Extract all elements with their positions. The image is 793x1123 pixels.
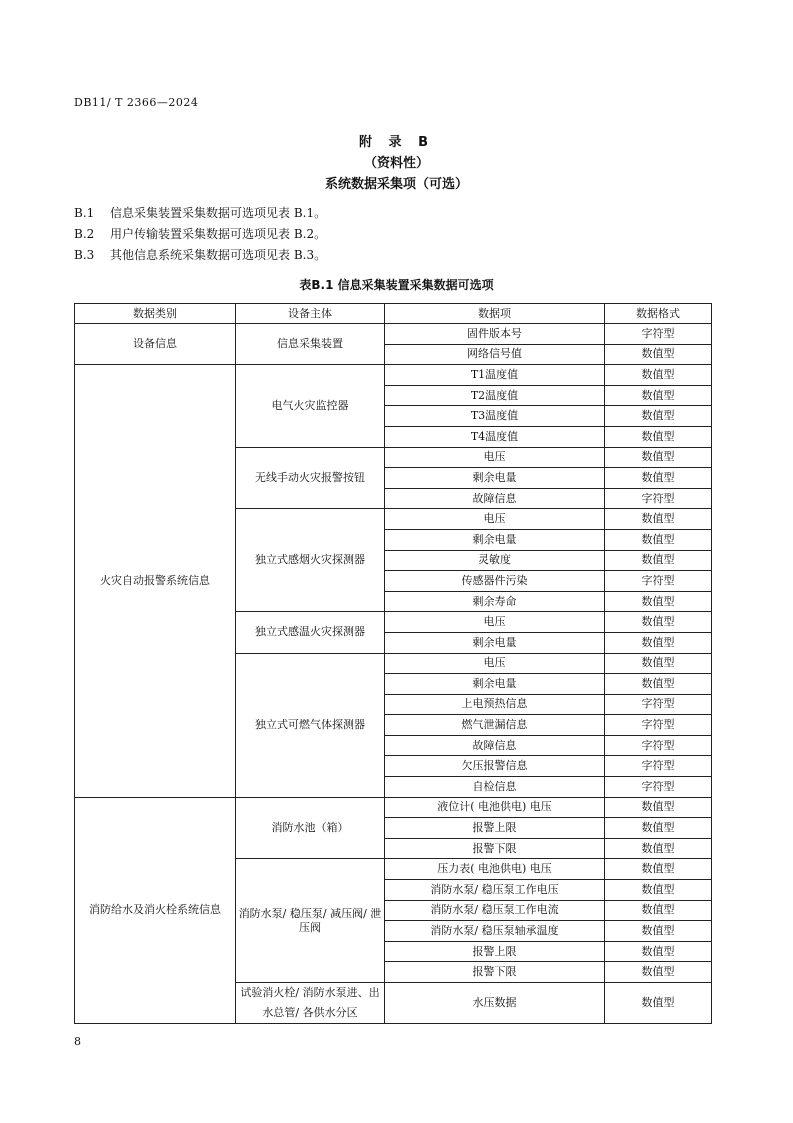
clause-b1 [74,204,326,221]
data-format-cell: 数值型 [605,612,712,633]
data-item-cell: 液位计( 电池供电) 电压 [385,797,605,818]
table-row [75,365,712,386]
data-item-cell: 水压数据 [385,983,605,1024]
data-item-cell: 剩余电量 [385,632,605,653]
page-number: 8 [74,1035,81,1048]
device-cell: 无线手动火灾报警按钮 [236,447,385,509]
data-item-cell: 压力表( 电池供电) 电压 [385,859,605,880]
data-format-cell: 数值型 [605,880,712,901]
data-item-cell: 传感器件污染 [385,571,605,592]
device-cell: 独立式感烟火灾探测器 [236,509,385,612]
data-format-cell: 字符型 [605,324,712,345]
clause-b3 [74,246,326,263]
data-format-cell: 数值型 [605,344,712,365]
data-format-cell: 数值型 [605,591,712,612]
data-item-cell: 消防水泵/ 稳压泵工作电压 [385,880,605,901]
data-item-cell: 欠压报警信息 [385,756,605,777]
data-category-cell: 设备信息 [75,324,236,365]
data-item-cell: 上电预热信息 [385,694,605,715]
data-format-cell: 数值型 [605,941,712,962]
data-item-cell: 灵敏度 [385,550,605,571]
data-item-cell: 燃气泄漏信息 [385,715,605,736]
data-format-cell: 数值型 [605,468,712,489]
data-format-cell: 字符型 [605,694,712,715]
data-format-cell: 数值型 [605,426,712,447]
data-format-cell: 数值型 [605,632,712,653]
data-format-cell: 字符型 [605,735,712,756]
data-format-cell: 字符型 [605,488,712,509]
header-data-item: 数据项 [385,304,605,324]
data-item-cell: 电压 [385,509,605,530]
header-data-category: 数据类别 [75,304,236,324]
clause-text: 用户传输装置采集数据可选项见表 B.2。 [110,227,327,241]
data-item-cell: 报警上限 [385,941,605,962]
data-item-cell: 剩余电量 [385,468,605,489]
data-item-cell: 剩余寿命 [385,591,605,612]
data-item-cell: 消防水泵/ 稳压泵工作电流 [385,900,605,921]
clause-b2 [74,225,326,242]
data-format-cell: 数值型 [605,921,712,942]
data-format-cell: 字符型 [605,715,712,736]
data-format-cell: 数值型 [605,385,712,406]
data-format-cell: 数值型 [605,529,712,550]
data-format-cell: 数值型 [605,983,712,1024]
data-format-cell: 数值型 [605,797,712,818]
data-format-cell: 数值型 [605,365,712,386]
data-item-cell: T2温度值 [385,385,605,406]
clause-number: B.1 [74,206,95,220]
data-items-table [74,303,712,1024]
device-cell: 试验消火栓/ 消防水泵进、出水总管/ 各供水分区 [236,983,385,1024]
data-item-cell: 故障信息 [385,735,605,756]
data-item-cell: 电压 [385,653,605,674]
clause-text: 其他信息系统采集数据可选项见表 B.3。 [110,248,327,262]
data-format-cell: 数值型 [605,818,712,839]
data-item-cell: 报警上限 [385,818,605,839]
data-format-cell: 数值型 [605,859,712,880]
clause-text: 信息采集装置采集数据可选项见表 B.1。 [110,206,327,220]
device-cell: 消防水泵/ 稳压泵/ 减压阀/ 泄压阀 [236,859,385,983]
data-format-cell: 数值型 [605,962,712,983]
data-item-cell: 电压 [385,447,605,468]
device-cell: 电气火灾监控器 [236,365,385,447]
data-item-cell: 剩余电量 [385,674,605,695]
data-item-cell: T3温度值 [385,406,605,427]
device-cell: 消防水池（箱） [236,797,385,859]
data-item-cell: 故障信息 [385,488,605,509]
data-item-cell: 固件版本号 [385,324,605,345]
clause-number: B.2 [74,227,95,241]
device-cell: 独立式感温火灾探测器 [236,612,385,653]
appendix-nature: （资料性） [363,156,429,171]
data-item-cell: T1温度值 [385,365,605,386]
clause-number: B.3 [74,248,95,262]
data-category-cell: 消防给水及消火栓系统信息 [75,797,236,1023]
data-item-cell: 消防水泵/ 稳压泵轴承温度 [385,921,605,942]
table-header-row [75,304,712,324]
data-item-cell: T4温度值 [385,426,605,447]
data-format-cell: 数值型 [605,406,712,427]
data-format-cell: 字符型 [605,571,712,592]
document-code: DB11/ T 2366—2024 [74,96,199,109]
header-data-format: 数据格式 [605,304,712,324]
data-format-cell: 数值型 [605,838,712,859]
data-category-cell: 火灾自动报警系统信息 [75,365,236,797]
data-item-cell: 自检信息 [385,777,605,798]
data-format-cell: 字符型 [605,777,712,798]
data-format-cell: 字符型 [605,756,712,777]
data-format-cell: 数值型 [605,447,712,468]
device-cell: 独立式可燃气体探测器 [236,653,385,797]
appendix-title: 附 录 B [359,135,434,150]
data-format-cell: 数值型 [605,674,712,695]
header-device: 设备主体 [236,304,385,324]
data-format-cell: 数值型 [605,900,712,921]
data-item-cell: 电压 [385,612,605,633]
data-format-cell: 数值型 [605,653,712,674]
data-format-cell: 数值型 [605,509,712,530]
device-cell: 信息采集装置 [236,324,385,365]
data-item-cell: 剩余电量 [385,529,605,550]
data-item-cell: 报警下限 [385,962,605,983]
data-item-cell: 报警下限 [385,838,605,859]
table-row [75,324,712,345]
table-row [75,797,712,818]
table-caption: 表B.1 信息采集装置采集数据可选项 [299,278,494,292]
data-item-cell: 网络信号值 [385,344,605,365]
appendix-subtitle: 系统数据采集项（可选） [324,177,468,192]
table-body [75,324,712,1024]
data-format-cell: 数值型 [605,550,712,571]
